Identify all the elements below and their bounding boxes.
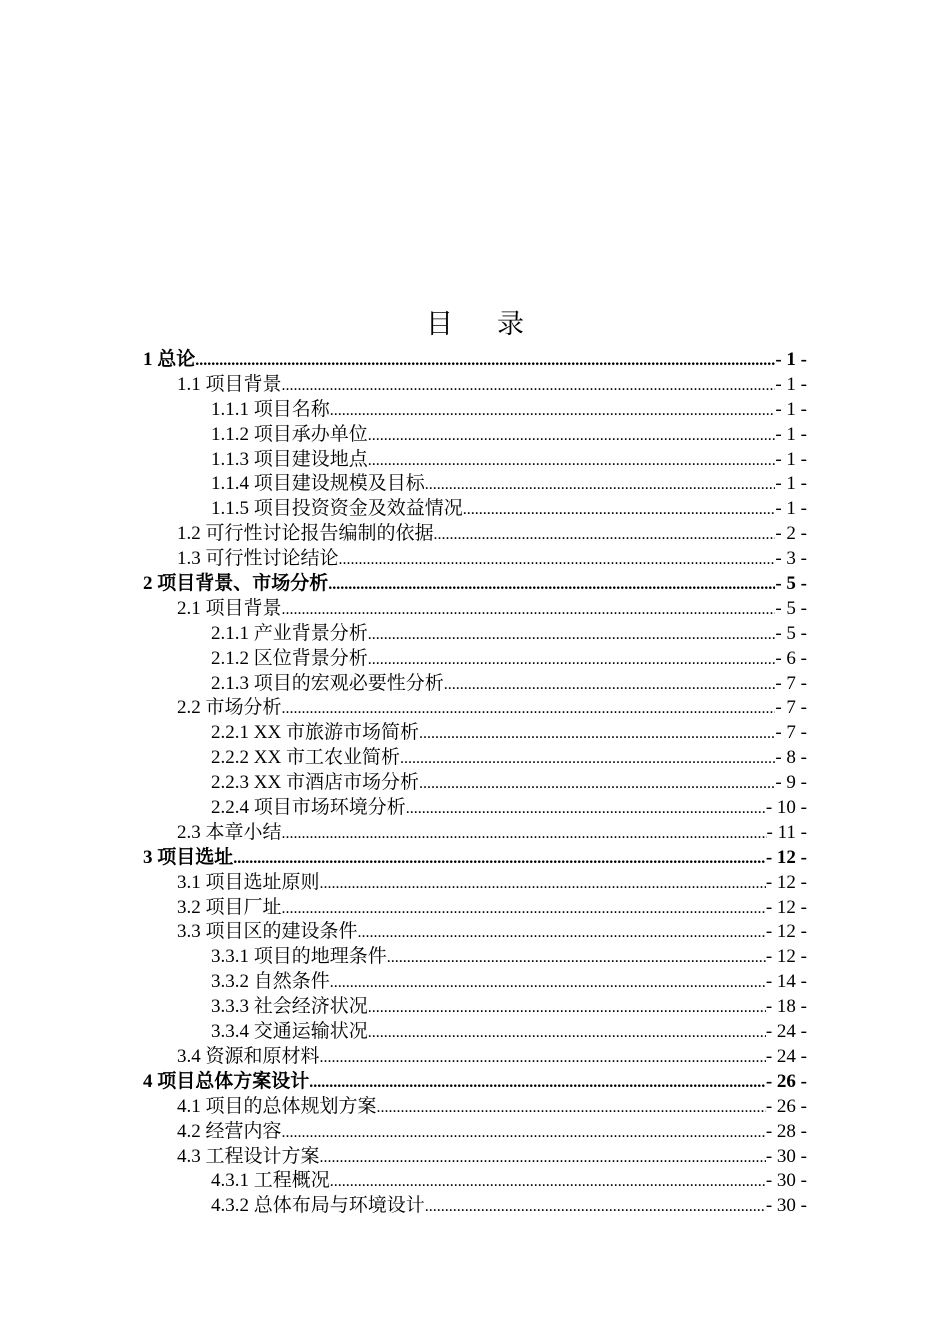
toc-dot-leader xyxy=(368,623,776,647)
toc-entry[interactable] xyxy=(143,846,807,871)
toc-entry-title: 3.1 项目选址原则 xyxy=(177,871,320,893)
toc-dot-leader xyxy=(463,498,776,522)
toc-entry[interactable] xyxy=(143,696,807,721)
toc-entry[interactable] xyxy=(143,572,807,597)
toc-entry-title: 2.1.1 产业背景分析 xyxy=(211,622,368,644)
toc-page-number: - 24 - xyxy=(765,1045,807,1067)
toc-page-number: - 10 - xyxy=(765,797,807,819)
toc-dot-leader xyxy=(195,349,775,373)
toc-entry[interactable] xyxy=(143,1020,807,1045)
toc-dot-leader xyxy=(377,1096,766,1120)
toc-entry-title: 1.1.3 项目建设地点 xyxy=(211,448,368,470)
toc-entry[interactable] xyxy=(143,472,807,497)
toc-entry[interactable] xyxy=(143,746,807,771)
toc-page-number: - 7 - xyxy=(775,697,807,719)
toc-dot-leader xyxy=(368,648,776,672)
toc-page-number: - 30 - xyxy=(765,1145,807,1167)
toc-page-number: - 30 - xyxy=(765,1195,807,1217)
toc-page-number: - 7 - xyxy=(775,722,807,744)
toc-page-number: - 1 - xyxy=(775,423,807,445)
toc-page-number: - 14 - xyxy=(765,971,807,993)
toc-entry[interactable] xyxy=(143,622,807,647)
toc-entry[interactable] xyxy=(143,1045,807,1070)
toc-page-number: - 18 - xyxy=(765,996,807,1018)
toc-page-number: - 12 - xyxy=(765,946,807,968)
toc-entry-title: 3.2 项目厂址 xyxy=(177,896,282,918)
toc-entry-title: 4.3.1 工程概况 xyxy=(211,1170,330,1192)
toc-entry-title: 2.2.1 XX 市旅游市场简析 xyxy=(211,722,419,744)
toc-entry[interactable] xyxy=(143,1169,807,1194)
toc-entry-title: 4 项目总体方案设计 xyxy=(143,1070,310,1092)
toc-page-number: - 8 - xyxy=(775,747,807,769)
toc-dot-leader xyxy=(328,573,775,597)
toc-entry[interactable] xyxy=(143,522,807,547)
toc-entry-title: 2.1.3 项目的宏观必要性分析 xyxy=(211,672,444,694)
toc-dot-leader xyxy=(282,598,776,622)
toc-dot-leader xyxy=(406,797,766,821)
toc-entry-title: 2.2.3 XX 市酒店市场分析 xyxy=(211,772,419,794)
toc-entry-title: 4.1 项目的总体规划方案 xyxy=(177,1095,377,1117)
toc-entry[interactable] xyxy=(143,896,807,921)
toc-page-number: - 1 - xyxy=(775,349,807,370)
toc-entry-title: 2.3 本章小结 xyxy=(177,821,282,843)
toc-entry-title: 1.3 可行性讨论结论 xyxy=(177,548,339,570)
toc-dot-leader xyxy=(282,897,766,921)
toc-page-number: - 3 - xyxy=(775,548,807,570)
toc-entry[interactable] xyxy=(143,647,807,672)
toc-entry-title: 4.3.2 总体布局与环境设计 xyxy=(211,1195,425,1217)
toc-entry[interactable] xyxy=(143,1120,807,1145)
toc-title: 目录 xyxy=(426,309,568,339)
toc-dot-leader xyxy=(425,473,776,497)
toc-page-number: - 24 - xyxy=(765,1021,807,1043)
toc-entry-title: 3.3.2 自然条件 xyxy=(211,971,330,993)
toc-dot-leader xyxy=(434,523,776,547)
toc-dot-leader xyxy=(444,673,776,697)
toc-dot-leader xyxy=(419,772,775,796)
toc-entry-title: 1.2 可行性讨论报告编制的依据 xyxy=(177,523,434,545)
toc-page-number: - 9 - xyxy=(775,772,807,794)
toc-dot-leader xyxy=(282,822,767,846)
toc-entry[interactable] xyxy=(143,821,807,846)
toc-page-number: - 26 - xyxy=(765,1095,807,1117)
toc-entry[interactable] xyxy=(143,871,807,896)
toc-dot-leader xyxy=(320,1146,766,1170)
toc-page-number: - 6 - xyxy=(775,647,807,669)
toc-page-number: - 12 - xyxy=(765,896,807,918)
toc-page-number: - 12 - xyxy=(765,871,807,893)
toc-entry-title: 4.3 工程设计方案 xyxy=(177,1145,320,1167)
toc-dot-leader xyxy=(282,374,776,398)
toc-entry-title: 2 项目背景、市场分析 xyxy=(143,573,329,595)
toc-page-number: - 2 - xyxy=(775,523,807,545)
toc-dot-leader xyxy=(400,747,775,771)
toc-dot-leader xyxy=(368,449,776,473)
toc-entry[interactable] xyxy=(143,423,807,448)
toc-dot-leader xyxy=(320,872,766,896)
toc-entry[interactable] xyxy=(143,373,807,398)
toc-entry-title: 2.2.2 XX 市工农业简析 xyxy=(211,747,400,769)
toc-dot-leader xyxy=(368,1021,766,1045)
toc-dot-leader xyxy=(339,548,776,572)
toc-entry[interactable] xyxy=(143,995,807,1020)
toc-dot-leader xyxy=(330,399,776,423)
toc-entry[interactable] xyxy=(143,597,807,622)
toc-entry[interactable] xyxy=(143,970,807,995)
toc-entry[interactable] xyxy=(143,1194,807,1219)
toc-entry-title: 3.3.4 交通运输状况 xyxy=(211,1021,368,1043)
toc-dot-leader xyxy=(282,697,776,721)
toc-dot-leader xyxy=(419,722,775,746)
toc-dot-leader xyxy=(387,946,766,970)
toc-page-number: - 1 - xyxy=(775,398,807,420)
toc-page-number: - 26 - xyxy=(765,1070,807,1092)
toc-page-number: - 28 - xyxy=(765,1120,807,1142)
toc-entry[interactable] xyxy=(143,348,807,373)
toc-entry-title: 2.2 市场分析 xyxy=(177,697,282,719)
toc-entry-title: 1.1.2 项目承办单位 xyxy=(211,423,368,445)
toc-entry-title: 1.1.1 项目名称 xyxy=(211,398,330,420)
toc-entry[interactable] xyxy=(143,448,807,473)
toc-entry[interactable] xyxy=(143,497,807,522)
toc-entry-title: 3.3.3 社会经济状况 xyxy=(211,996,368,1018)
toc-page-number: - 1 - xyxy=(775,373,807,395)
toc-entry-title: 1 总论 xyxy=(143,349,196,370)
toc-page-number: - 1 - xyxy=(775,498,807,520)
toc-entry-title: 3.4 资源和原材料 xyxy=(177,1045,320,1067)
toc-entry[interactable] xyxy=(143,945,807,970)
toc-page-number: - 1 - xyxy=(775,473,807,495)
toc-page-number: - 11 - xyxy=(766,821,807,843)
toc-dot-leader xyxy=(320,1046,766,1070)
toc-page-number: - 5 - xyxy=(775,573,807,595)
toc-dot-leader xyxy=(309,1071,766,1095)
toc-dot-leader xyxy=(330,971,766,995)
toc-entry[interactable] xyxy=(143,547,807,572)
toc-entry[interactable] xyxy=(143,796,807,821)
toc-entry-title: 4.2 经营内容 xyxy=(177,1120,282,1142)
toc-entry-title: 2.1 项目背景 xyxy=(177,597,282,619)
toc-entry[interactable] xyxy=(143,920,807,945)
toc-entry[interactable] xyxy=(143,672,807,697)
toc-entry-title: 1.1.4 项目建设规模及目标 xyxy=(211,473,425,495)
toc-page-number: - 12 - xyxy=(765,921,807,943)
toc-entry-title: 3.3 项目区的建设条件 xyxy=(177,921,358,943)
toc-dot-leader xyxy=(233,847,766,871)
toc-page-number: - 1 - xyxy=(775,448,807,470)
toc-page-number: - 5 - xyxy=(775,622,807,644)
toc-entry[interactable] xyxy=(143,1095,807,1120)
toc-dot-leader xyxy=(282,1121,766,1145)
table-of-contents xyxy=(143,348,807,1219)
toc-dot-leader xyxy=(330,1170,766,1194)
toc-page-number: - 7 - xyxy=(775,672,807,694)
toc-dot-leader xyxy=(425,1195,766,1219)
toc-entry[interactable] xyxy=(143,1070,807,1095)
toc-entry-title: 3.3.1 项目的地理条件 xyxy=(211,946,387,968)
toc-page-number: - 12 - xyxy=(765,846,807,868)
toc-page-number: - 30 - xyxy=(765,1170,807,1192)
toc-page-number: - 5 - xyxy=(775,597,807,619)
toc-entry[interactable] xyxy=(143,1145,807,1170)
toc-entry-title: 2.1.2 区位背景分析 xyxy=(211,647,368,669)
toc-entry-title: 1.1 项目背景 xyxy=(177,373,282,395)
toc-entry[interactable] xyxy=(143,721,807,746)
toc-dot-leader xyxy=(358,921,766,945)
toc-entry-title: 2.2.4 项目市场环境分析 xyxy=(211,797,406,819)
toc-entry-title: 3 项目选址 xyxy=(143,846,234,868)
toc-dot-leader xyxy=(368,996,766,1020)
toc-entry-title: 1.1.5 项目投资资金及效益情况 xyxy=(211,498,463,520)
toc-dot-leader xyxy=(368,424,776,448)
toc-entry[interactable] xyxy=(143,398,807,423)
toc-entry[interactable] xyxy=(143,771,807,796)
